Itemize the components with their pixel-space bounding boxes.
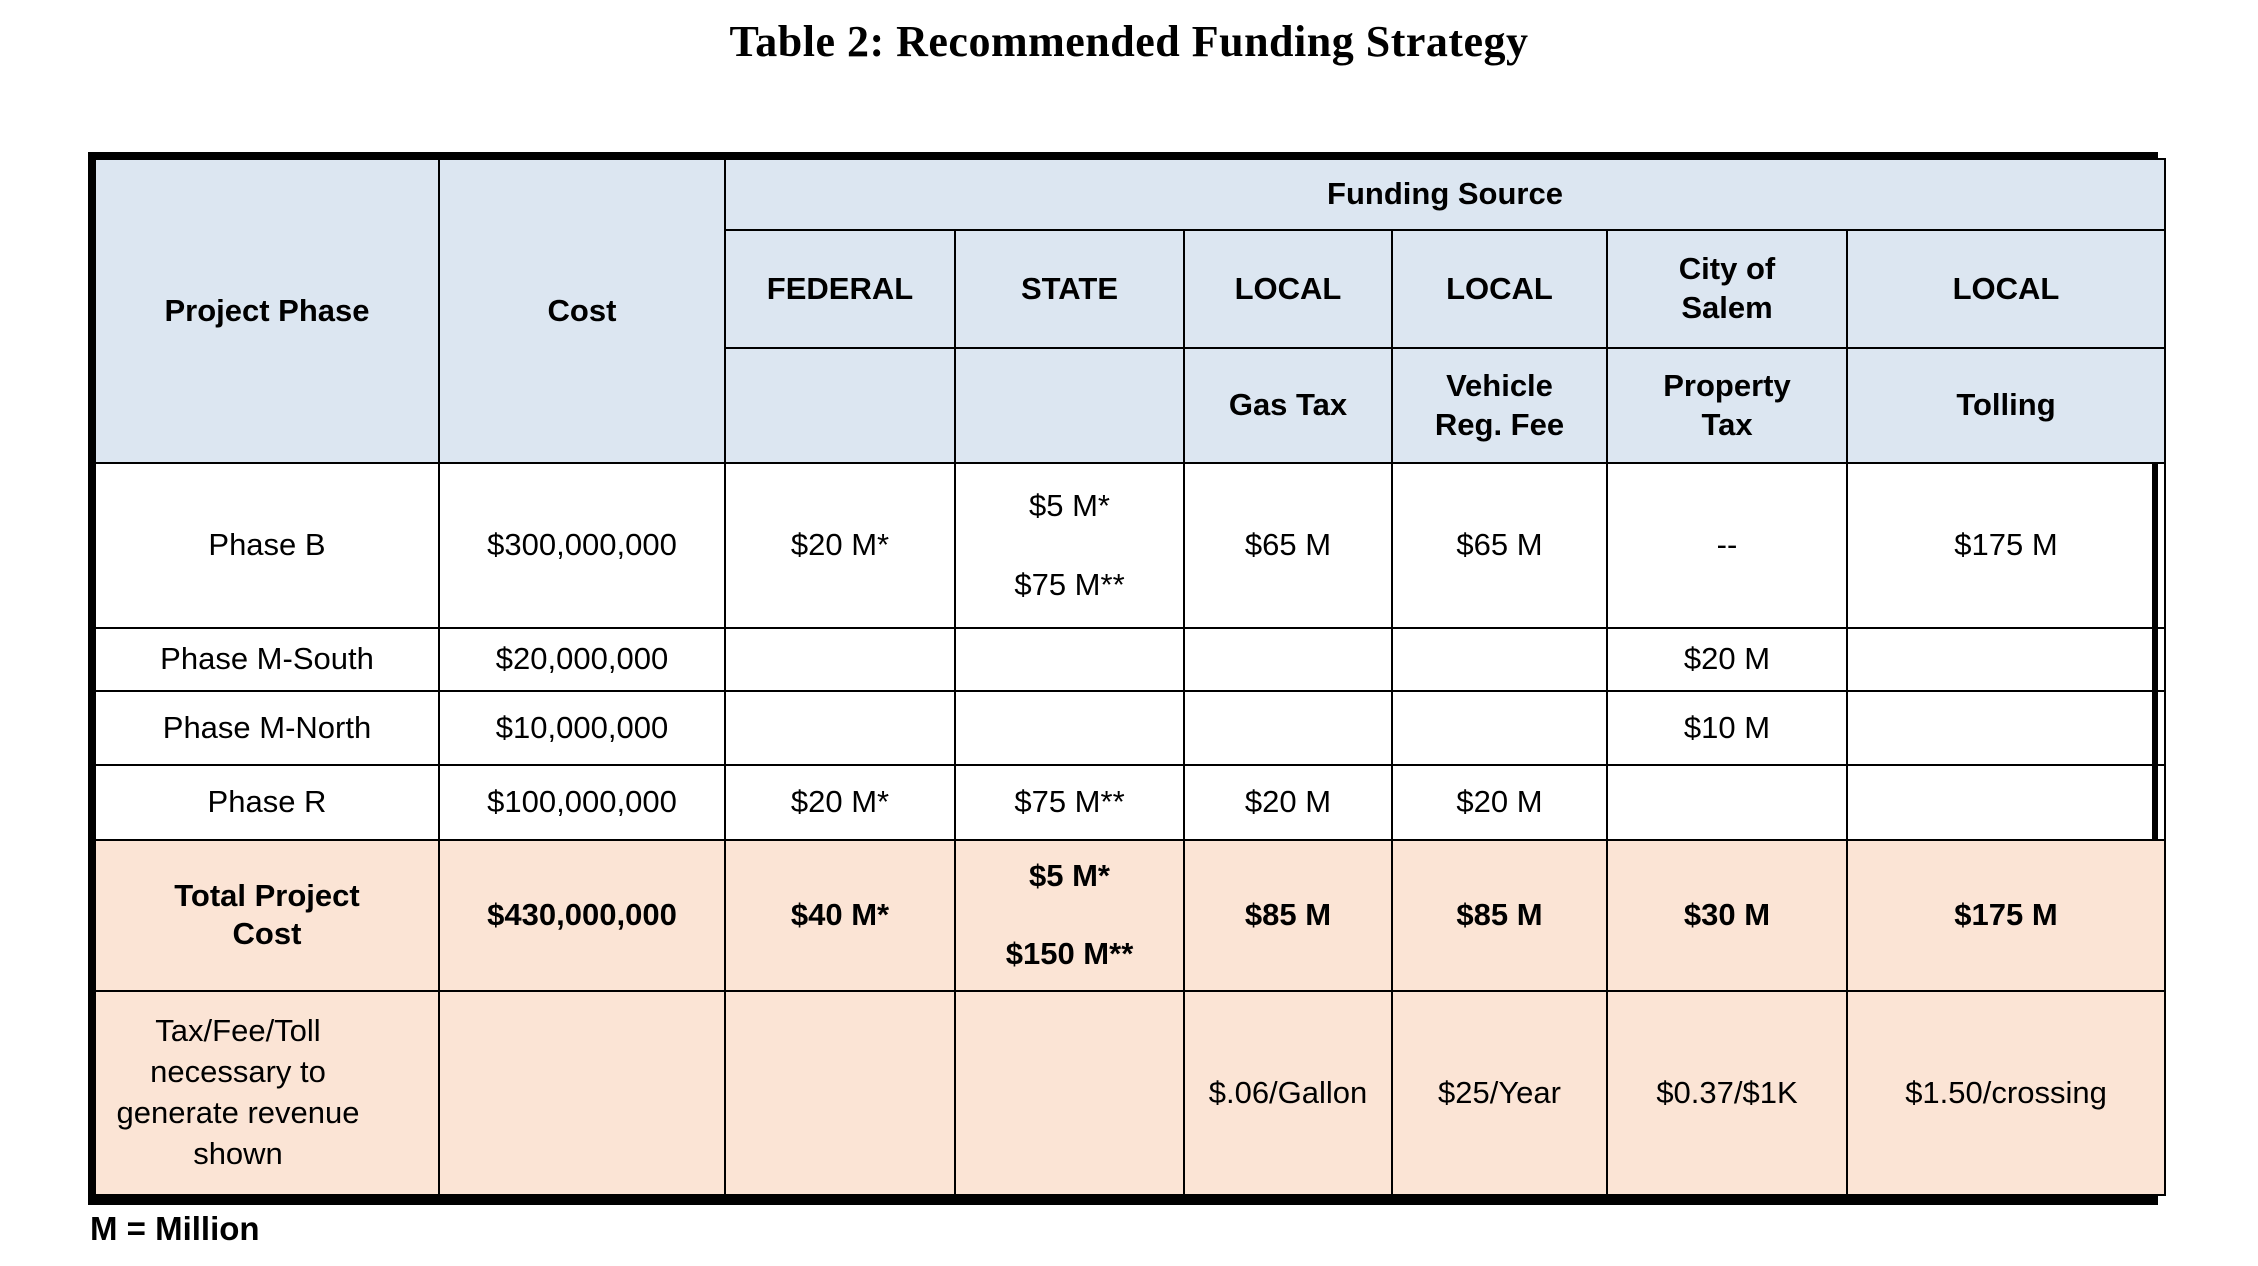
phase-r-vehicle-reg-fee: $20 M: [1392, 765, 1607, 840]
phase-b-state-line2: $75 M**: [1014, 566, 1125, 602]
rate-label-text: Tax/Fee/Toll necessary to generate revenue shown: [116, 1013, 360, 1171]
header-tolling-label: Tolling: [1956, 387, 2056, 423]
header-property-tax: [1607, 348, 1847, 463]
phase-b-cost: $300,000,000: [439, 463, 725, 628]
phase-m-south-tolling: [1847, 628, 2165, 691]
header-gas-tax-label: Gas Tax: [1228, 387, 1348, 423]
phase-m-north-name: Phase M-North: [95, 691, 439, 766]
phase-m-north-tolling: [1847, 691, 2165, 766]
total-tolling: $175 M: [1847, 840, 2165, 991]
header-tolling: [1847, 348, 2165, 463]
header-funding-source-label: Funding Source: [1327, 176, 1563, 211]
header-local-vehicle-label: LOCAL: [1446, 270, 1553, 306]
rate-federal-empty: [725, 991, 955, 1195]
phase-r-state: $75 M**: [955, 765, 1184, 840]
table-row-rates: [95, 991, 2165, 1195]
phase-m-north-state: [955, 691, 1184, 766]
phase-b-tolling: $175 M: [1847, 463, 2165, 628]
total-gas-tax: $85 M: [1184, 840, 1392, 991]
header-city-of-salem-label: City of Salem: [1678, 251, 1776, 325]
phase-b-property-tax: --: [1607, 463, 1847, 628]
rate-cost-empty: [439, 991, 725, 1195]
total-vehicle-reg-fee: $85 M: [1392, 840, 1607, 991]
header-federal-label: FEDERAL: [766, 270, 914, 306]
header-local-tolling-label: LOCAL: [1952, 270, 2060, 306]
footnote-m-million: M = Million: [90, 1210, 260, 1247]
phase-r-cost: $100,000,000: [439, 765, 725, 840]
phase-r-name: Phase R: [95, 765, 439, 840]
header-federal: [725, 230, 955, 348]
phase-m-south-state: [955, 628, 1184, 691]
total-cost: $430,000,000: [439, 840, 725, 991]
phase-m-north-vehicle-reg-fee: [1392, 691, 1607, 766]
header-local-gas: [1184, 230, 1392, 348]
phase-m-south-name: Phase M-South: [95, 628, 439, 691]
total-label: [95, 840, 439, 991]
header-vehicle-reg-fee: [1392, 348, 1607, 463]
rate-label: [95, 991, 439, 1195]
total-federal: $40 M*: [725, 840, 955, 991]
total-property-tax: $30 M: [1607, 840, 1847, 991]
header-local-vehicle: [1392, 230, 1607, 348]
rate-gas-tax: $.06/Gallon: [1184, 991, 1392, 1195]
phase-m-north-cost: $10,000,000: [439, 691, 725, 766]
phase-b-gas-tax: $65 M: [1184, 463, 1392, 628]
header-project-phase: [95, 159, 439, 463]
table-row-total: [95, 840, 2165, 991]
phase-b-federal: $20 M*: [725, 463, 955, 628]
rate-tolling: $1.50/crossing: [1847, 991, 2165, 1195]
phase-m-north-federal: [725, 691, 955, 766]
header-local-tolling: [1847, 230, 2165, 348]
header-vehicle-reg-fee-label: Vehicle Reg. Fee: [1434, 367, 1565, 442]
phase-m-north-property-tax: $10 M: [1607, 691, 1847, 766]
header-state-sub-empty: [955, 348, 1184, 463]
phase-r-federal: $20 M*: [725, 765, 955, 840]
total-label-text: Total Project Cost: [174, 877, 360, 952]
phase-r-property-tax: [1607, 765, 1847, 840]
header-property-tax-label: Property Tax: [1663, 367, 1791, 442]
total-state: [955, 840, 1184, 991]
phase-m-south-vehicle-reg-fee: [1392, 628, 1607, 691]
phase-b-vehicle-reg-fee: $65 M: [1392, 463, 1607, 628]
phase-r-tolling: [1847, 765, 2165, 840]
table-row-phase-m-south: [95, 628, 2165, 691]
header-gas-tax: [1184, 348, 1392, 463]
phase-b-name: Phase B: [95, 463, 439, 628]
header-federal-sub-empty: [725, 348, 955, 463]
funding-table-border: [88, 152, 2158, 1205]
header-city-of-salem: [1607, 230, 1847, 348]
phase-m-south-gas-tax: [1184, 628, 1392, 691]
table-title: Table 2: Recommended Funding Strategy: [729, 17, 1529, 66]
header-state: [955, 230, 1184, 348]
phase-r-gas-tax: $20 M: [1184, 765, 1392, 840]
phase-b-state-line1: $5 M*: [1029, 487, 1110, 523]
phase-m-south-cost: $20,000,000: [439, 628, 725, 691]
phase-m-north-gas-tax: [1184, 691, 1392, 766]
table-row-phase-r: [95, 765, 2165, 840]
funding-table: [94, 158, 2166, 1196]
rate-property-tax: $0.37/$1K: [1607, 991, 1847, 1195]
header-cost: [439, 159, 725, 463]
header-state-label: STATE: [1020, 270, 1118, 306]
table-row-phase-m-north: [95, 691, 2165, 766]
header-local-gas-label: LOCAL: [1234, 270, 1342, 306]
total-state-line2: $150 M**: [1005, 936, 1134, 972]
header-project-phase-label: Project Phase: [164, 292, 370, 328]
phase-m-south-property-tax: $20 M: [1607, 628, 1847, 691]
phase-m-south-federal: [725, 628, 955, 691]
table-row-phase-b: [95, 463, 2165, 628]
rate-state-empty: [955, 991, 1184, 1195]
header-cost-label: Cost: [547, 292, 617, 328]
rate-vehicle-reg-fee: $25/Year: [1392, 991, 1607, 1195]
total-state-line1: $5 M*: [1029, 857, 1110, 893]
phase-b-state: [955, 463, 1184, 628]
header-row-1: [95, 159, 2165, 230]
header-funding-source: [725, 159, 2165, 230]
